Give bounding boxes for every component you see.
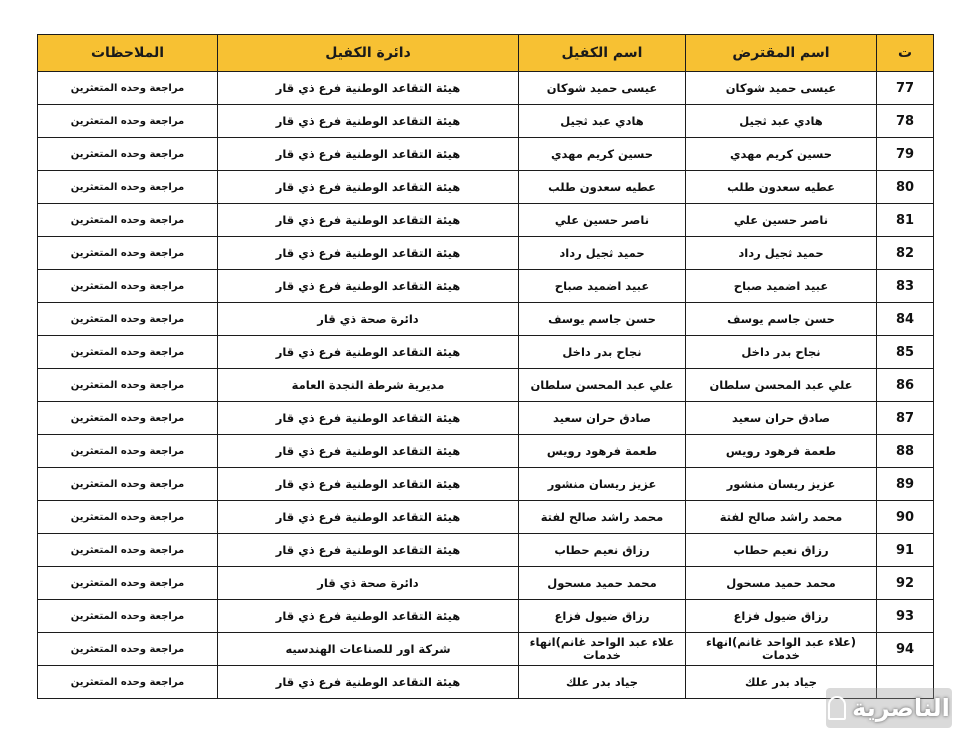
cell-guarantor-name: رزاق ضيول فزاع: [519, 600, 686, 633]
cell-number: 85: [877, 336, 934, 369]
cell-borrower-name: هادي عبد ثجيل: [686, 105, 877, 138]
cell-notes: مراجعة وحده المتعثرين: [38, 633, 218, 666]
cell-number: 92: [877, 567, 934, 600]
cell-guarantor-department: شركة اور للصناعات الهندسيه: [218, 633, 519, 666]
table-row: [38, 105, 934, 138]
header-number: ت: [877, 35, 934, 72]
cell-number: 77: [877, 72, 934, 105]
cell-borrower-name: حسين كريم مهدي: [686, 138, 877, 171]
cell-guarantor-name: حسين كريم مهدي: [519, 138, 686, 171]
cell-guarantor-department: دائرة صحة ذي قار: [218, 567, 519, 600]
lamp-icon: [828, 696, 846, 720]
cell-number: 84: [877, 303, 934, 336]
cell-number: 83: [877, 270, 934, 303]
cell-notes: مراجعة وحده المتعثرين: [38, 468, 218, 501]
table-row: [38, 633, 934, 666]
watermark-logo: [826, 688, 952, 728]
cell-borrower-name: رزاق ضيول فزاع: [686, 600, 877, 633]
cell-guarantor-department: هيئة التقاعد الوطنية فرع ذي قار: [218, 600, 519, 633]
cell-guarantor-name: عبيد اضميد صباح: [519, 270, 686, 303]
cell-guarantor-department: هيئة التقاعد الوطنية فرع ذي قار: [218, 270, 519, 303]
cell-guarantor-department: هيئة التقاعد الوطنية فرع ذي قار: [218, 105, 519, 138]
cell-guarantor-name: صادق حران سعيد: [519, 402, 686, 435]
table-row: [38, 666, 934, 699]
header-notes: الملاحظات: [38, 35, 218, 72]
cell-guarantor-department: هيئة التقاعد الوطنية فرع ذي قار: [218, 501, 519, 534]
cell-number: 89: [877, 468, 934, 501]
loans-table: [37, 34, 934, 699]
cell-guarantor-name: عيسى حميد شوكان: [519, 72, 686, 105]
cell-borrower-name: نجاح بدر داخل: [686, 336, 877, 369]
cell-guarantor-name: رزاق نعيم حطاب: [519, 534, 686, 567]
table-row: [38, 600, 934, 633]
cell-guarantor-department: هيئة التقاعد الوطنية فرع ذي قار: [218, 534, 519, 567]
cell-guarantor-name: ناصر حسين علي: [519, 204, 686, 237]
cell-guarantor-department: هيئة التقاعد الوطنية فرع ذي قار: [218, 435, 519, 468]
cell-borrower-name: عزيز ريسان منشور: [686, 468, 877, 501]
cell-notes: مراجعة وحده المتعثرين: [38, 303, 218, 336]
header-borrower-name: اسم المقترض: [686, 35, 877, 72]
cell-number: 86: [877, 369, 934, 402]
cell-notes: مراجعة وحده المتعثرين: [38, 600, 218, 633]
cell-guarantor-department: هيئة التقاعد الوطنية فرع ذي قار: [218, 72, 519, 105]
cell-borrower-name: ناصر حسين علي: [686, 204, 877, 237]
cell-number: 87: [877, 402, 934, 435]
cell-guarantor-name: هادي عبد ثجيل: [519, 105, 686, 138]
cell-number: 88: [877, 435, 934, 468]
cell-number: 79: [877, 138, 934, 171]
cell-guarantor-name: علي عبد المحسن سلطان: [519, 369, 686, 402]
cell-number: 90: [877, 501, 934, 534]
cell-borrower-name: طعمة فرهود رويس: [686, 435, 877, 468]
table-row: [38, 501, 934, 534]
cell-borrower-name: عبيد اضميد صباح: [686, 270, 877, 303]
cell-notes: مراجعة وحده المتعثرين: [38, 336, 218, 369]
table-row: [38, 468, 934, 501]
table-row: [38, 567, 934, 600]
cell-number: 91: [877, 534, 934, 567]
table-row: [38, 204, 934, 237]
cell-borrower-name: علي عبد المحسن سلطان: [686, 369, 877, 402]
cell-notes: مراجعة وحده المتعثرين: [38, 138, 218, 171]
cell-notes: مراجعة وحده المتعثرين: [38, 237, 218, 270]
cell-borrower-name: حميد ثجيل رداد: [686, 237, 877, 270]
cell-guarantor-department: هيئة التقاعد الوطنية فرع ذي قار: [218, 237, 519, 270]
cell-number: 93: [877, 600, 934, 633]
table-row: [38, 138, 934, 171]
cell-guarantor-department: مديرية شرطة النجدة العامة: [218, 369, 519, 402]
cell-notes: مراجعة وحده المتعثرين: [38, 666, 218, 699]
cell-guarantor-department: هيئة التقاعد الوطنية فرع ذي قار: [218, 468, 519, 501]
table-row: [38, 402, 934, 435]
cell-borrower-name: عيسى حميد شوكان: [686, 72, 877, 105]
table-body: [38, 72, 934, 699]
cell-guarantor-name: جياد بدر علك: [519, 666, 686, 699]
cell-guarantor-department: هيئة التقاعد الوطنية فرع ذي قار: [218, 336, 519, 369]
cell-number: 94: [877, 633, 934, 666]
cell-guarantor-department: هيئة التقاعد الوطنية فرع ذي قار: [218, 402, 519, 435]
cell-number: 80: [877, 171, 934, 204]
cell-number: 82: [877, 237, 934, 270]
cell-notes: مراجعة وحده المتعثرين: [38, 204, 218, 237]
cell-guarantor-name: محمد راشد صالح لفتة: [519, 501, 686, 534]
cell-guarantor-name: نجاح بدر داخل: [519, 336, 686, 369]
cell-notes: مراجعة وحده المتعثرين: [38, 435, 218, 468]
cell-guarantor-department: دائرة صحة ذي قار: [218, 303, 519, 336]
cell-borrower-name: محمد راشد صالح لفتة: [686, 501, 877, 534]
cell-guarantor-name: حميد ثجيل رداد: [519, 237, 686, 270]
cell-guarantor-name: علاء عبد الواحد غانم)انهاء خدمات: [519, 633, 686, 666]
cell-notes: مراجعة وحده المتعثرين: [38, 534, 218, 567]
table-row: [38, 237, 934, 270]
cell-notes: مراجعة وحده المتعثرين: [38, 105, 218, 138]
cell-notes: مراجعة وحده المتعثرين: [38, 270, 218, 303]
watermark-text: الناصرية: [852, 694, 950, 722]
table-row: [38, 171, 934, 204]
table-row: [38, 336, 934, 369]
header-guarantor-name: اسم الكفيل: [519, 35, 686, 72]
table-row: [38, 534, 934, 567]
cell-borrower-name: محمد حميد مسحول: [686, 567, 877, 600]
cell-guarantor-department: هيئة التقاعد الوطنية فرع ذي قار: [218, 666, 519, 699]
cell-notes: مراجعة وحده المتعثرين: [38, 402, 218, 435]
cell-guarantor-department: هيئة التقاعد الوطنية فرع ذي قار: [218, 204, 519, 237]
header-guarantor-department: دائرة الكفيل: [218, 35, 519, 72]
header-row: [38, 35, 934, 72]
cell-number: 81: [877, 204, 934, 237]
cell-borrower-name: جياد بدر علك: [686, 666, 877, 699]
cell-notes: مراجعة وحده المتعثرين: [38, 567, 218, 600]
cell-guarantor-name: حسن جاسم يوسف: [519, 303, 686, 336]
cell-borrower-name: حسن جاسم يوسف: [686, 303, 877, 336]
cell-borrower-name: رزاق نعيم حطاب: [686, 534, 877, 567]
cell-guarantor-name: محمد حميد مسحول: [519, 567, 686, 600]
cell-guarantor-name: طعمة فرهود رويس: [519, 435, 686, 468]
table-row: [38, 435, 934, 468]
cell-guarantor-department: هيئة التقاعد الوطنية فرع ذي قار: [218, 171, 519, 204]
table-header: [38, 35, 934, 72]
cell-notes: مراجعة وحده المتعثرين: [38, 72, 218, 105]
table-row: [38, 270, 934, 303]
cell-notes: مراجعة وحده المتعثرين: [38, 171, 218, 204]
cell-guarantor-name: عطيه سعدون طلب: [519, 171, 686, 204]
cell-number: 78: [877, 105, 934, 138]
table-row: [38, 369, 934, 402]
table-row: [38, 72, 934, 105]
table-row: [38, 303, 934, 336]
cell-guarantor-department: هيئة التقاعد الوطنية فرع ذي قار: [218, 138, 519, 171]
cell-notes: مراجعة وحده المتعثرين: [38, 369, 218, 402]
cell-borrower-name: صادق حران سعيد: [686, 402, 877, 435]
cell-guarantor-name: عزيز ريسان منشور: [519, 468, 686, 501]
cell-borrower-name: (علاء عبد الواحد غانم)انهاء خدمات: [686, 633, 877, 666]
cell-notes: مراجعة وحده المتعثرين: [38, 501, 218, 534]
cell-borrower-name: عطيه سعدون طلب: [686, 171, 877, 204]
